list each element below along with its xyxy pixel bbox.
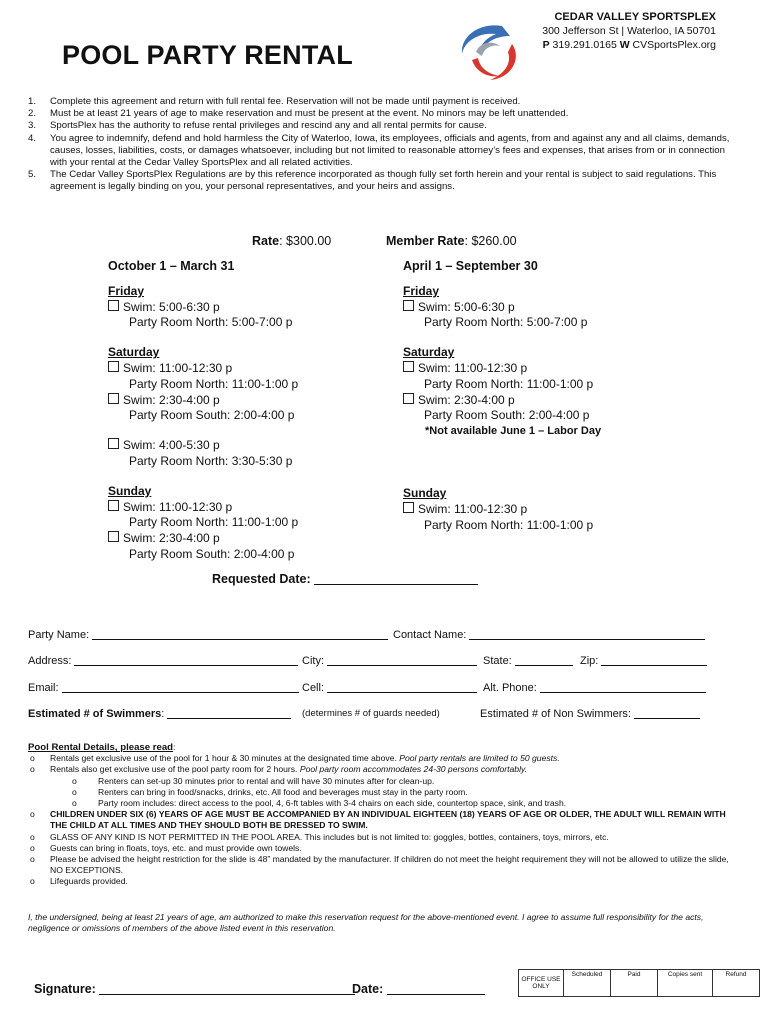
party-room-text: Party Room North: 11:00-1:00 p (129, 376, 299, 391)
list-item: o Lifeguards provided. (30, 876, 128, 887)
list-item: o Rentals get exclusive use of the pool for 1 hour & 30 minutes at the designated time above. Pool party rentals are limited to 50 guests. (30, 753, 560, 764)
party-room-text: Party Room South: 2:00-4:00 p (424, 408, 590, 423)
slot-checkbox[interactable]: Swim: 2:30-4:00 p (108, 393, 298, 409)
org-name: CEDAR VALLEY SPORTSPLEX (554, 11, 716, 23)
term-item: 5. The Cedar Valley SportsPlex Regulations are by this reference incorporated as though fully set forth herein and your rental is subject to said regulations. This agreement is legally binding on you, your personal representatives, and your heirs and assigns. (28, 169, 717, 193)
agreement-statement: I, the undersigned, being at least 21 years of age, am authorized to make this reservation request for the above-mentioned event. I agree to assume full responsibility for the acts, negligence or omissions of members of the above listed event in this reservation. (28, 912, 704, 934)
slot-checkbox[interactable]: Swim: 2:30-4:00 p (108, 531, 298, 547)
signature-field[interactable]: Signature: (34, 982, 355, 996)
term-item: 2. Must be at least 21 years of age to make reservation and must be present at the event. No minors may be left unattended. (28, 108, 569, 120)
party-room-text: Party Room North: 5:00-7:00 p (424, 315, 588, 330)
summer-schedule (403, 259, 601, 533)
rate: Rate: $300.00 (252, 234, 332, 248)
slot-checkbox[interactable]: Swim: 5:00-6:30 p (108, 300, 298, 316)
logo-gray-swoosh (476, 43, 500, 56)
day-label: Friday (403, 283, 440, 298)
term-item: 4. You agree to indemnify, defend and hold harmless the City of Waterloo, Iowa, its employees, officials and agents, from and against any and all claims, demands, causes, losses, liabilities, costs, or damages whatsoever, including but not limited to reasonable attorney’s fees and expenses, that arises from or in connection with your rental at the Cedar Valley SportsPlex and all related activities. (28, 132, 730, 169)
term-item: 3. SportsPlex has the authority to refuse rental privileges and rescind any and all rental permits for cause. (28, 120, 487, 132)
zip-field[interactable]: Zip: (580, 653, 707, 667)
slot-checkbox[interactable]: Swim: 5:00-6:30 p (403, 300, 601, 316)
list-item: o Renters can bring in food/snacks, drinks, etc. All food and beverages must stay in the party room. (72, 786, 468, 797)
party-room-text: Party Room North: 11:00-1:00 p (424, 517, 594, 532)
sportsplex-logo (452, 22, 530, 84)
party-name-field[interactable]: Party Name: (28, 627, 388, 641)
requested-date-field[interactable]: Requested Date: (212, 572, 478, 586)
party-room-text: Party Room North: 5:00-7:00 p (129, 315, 293, 330)
slot-checkbox[interactable]: Swim: 11:00-12:30 p (108, 361, 298, 377)
party-room-text: Party Room North: 11:00-1:00 p (424, 376, 594, 391)
state-field[interactable]: State: (483, 653, 573, 667)
alt-phone-field[interactable]: Alt. Phone: (483, 680, 706, 694)
date-field[interactable]: Date: (352, 982, 485, 996)
office-use-table (518, 969, 760, 997)
day-label: Sunday (403, 485, 447, 500)
winter-header: October 1 – March 31 (108, 259, 235, 273)
list-item: o GLASS OF ANY KIND IS NOT PERMITTED IN THE POOL AREA. This includes but is not limited to: goggles, bottles, containers, toys, mirrors, etc. (30, 831, 609, 842)
city-field[interactable]: City: (302, 653, 477, 667)
summer-header: April 1 – September 30 (403, 259, 538, 273)
party-room-text: Party Room South: 2:00-4:00 p (129, 546, 295, 561)
org-contact: P 319.291.0165 W CVSportsPlex.org (542, 39, 716, 51)
contact-name-field[interactable]: Contact Name: (393, 627, 705, 641)
winter-schedule (108, 259, 298, 563)
day-label: Saturday (108, 345, 160, 360)
list-item: o Rentals also get exclusive use of the pool party room for 2 hours. Pool party room accommodates 24-30 persons comfortably. (30, 764, 528, 775)
day-label: Sunday (108, 483, 152, 498)
pool-rental-details: Pool Rental Details, please read: o Rentals get exclusive use of the pool for 1 hour & 30 minutes at the designated time above. Pool party rentals are limited to 50 guests. o Rentals also get exclusive use of the pool party room for 2 hours. Pool party room accommodates 24-30 persons comfortably. o Renters can set-up 30 minutes prior to rental and will have 30 minutes after for clean-up. o Renters can bring in food/snacks, drinks, etc. All food and beverages must stay in the party room. o Party room includes: direct access to the pool, 4, 6-ft tables with 3-4 chairs on each side, countertop space, sink, and trash. o CHILDREN UNDER SIX (6) YEARS OF AGE MUST BE ACCOMPANIED BY AN INDIVIDUAL EIGHTEEN (18) YEARS OF AGE OR OLDER, THE ADULT WILL REMAIN WITH THE CHILD AT ALL TIMES AND THEY SHOULD BOTH BE DRESSED TO SWIM. o GLASS OF ANY KIND IS NOT PERMITTED IN THE POOL AREA. This includes but is not limited to: goggles, bottles, containers, toys, mirrors, etc. o Guests can bring in floats, toys, etc. and must provide own towels. o Please be advised the height restriction for the slide is 48” mandated by the manufacturer. If children do not meet the height requirement they will not be allowed to utilize the slide, NO EXCEPTIONS. o Lifeguards provided. (28, 742, 744, 888)
org-phone: 319.291.0165 (552, 39, 617, 51)
swimmers-field[interactable]: Estimated # of Swimmers: (28, 706, 291, 720)
office-use-label: OFFICE USE ONLY (519, 970, 564, 997)
member-rate: Member Rate: $260.00 (386, 234, 517, 248)
page-title: POOL PARTY RENTAL (62, 40, 353, 70)
list-item: o Please be advised the height restriction for the slide is 48” mandated by the manufacturer. If children do not meet the height requirement they will not be allowed to utilize the slide, NO EXCEPTIONS. (30, 854, 729, 876)
list-item: o CHILDREN UNDER SIX (6) YEARS OF AGE MUST BE ACCOMPANIED BY AN INDIVIDUAL EIGHTEEN (18) YEARS OF AGE OR OLDER, THE ADULT WILL REMAIN WITH THE CHILD AT ALL TIMES AND THEY SHOULD BOTH BE DRESSED TO SWIM. (30, 809, 726, 831)
day-label: Friday (108, 283, 145, 298)
day-label: Saturday (403, 345, 455, 360)
address-field[interactable]: Address: (28, 653, 298, 667)
email-field[interactable]: Email: (28, 680, 299, 694)
org-info (520, 10, 716, 52)
party-room-text: Party Room South: 2:00-4:00 p (129, 408, 295, 423)
office-col-paid: Paid (611, 970, 658, 997)
slot-checkbox[interactable]: Swim: 11:00-12:30 p (403, 502, 601, 518)
list-item: o Renters can set-up 30 minutes prior to rental and will have 30 minutes after for clean-up. (72, 775, 435, 786)
office-col-refund: Refund (713, 970, 760, 997)
office-col-scheduled: Scheduled (564, 970, 611, 997)
slot-checkbox[interactable]: Swim: 11:00-12:30 p (108, 500, 298, 516)
list-item: o Guests can bring in floats, toys, etc. and must provide own towels. (30, 842, 302, 853)
org-address: 300 Jefferson St | Waterloo, IA 50701 (542, 25, 716, 37)
party-room-text: Party Room North: 11:00-1:00 p (129, 515, 299, 530)
term-item: 1. Complete this agreement and return with full rental fee. Reservation will not be made until payment is received. (28, 96, 521, 107)
slot-checkbox[interactable]: Swim: 11:00-12:30 p (403, 361, 601, 377)
availability-note: *Not available June 1 – Labor Day (425, 425, 602, 438)
slot-checkbox[interactable]: Swim: 4:00-5:30 p (108, 438, 298, 454)
logo-blue-swoosh (462, 25, 510, 56)
non-swimmers-field[interactable]: Estimated # of Non Swimmers: (480, 706, 700, 720)
logo-red-swoosh-small (472, 58, 500, 76)
office-col-copies: Copies sent (658, 970, 713, 997)
terms-list (28, 96, 744, 194)
party-room-text: Party Room North: 3:30-5:30 p (129, 453, 293, 468)
list-item: o Party room includes: direct access to the pool, 4, 6-ft tables with 3-4 chairs on each side, countertop space, sink, and trash. (72, 798, 567, 809)
cell-field[interactable]: Cell: (302, 680, 477, 694)
org-website: CVSportsPlex.org (632, 39, 716, 51)
swimmers-note: (determines # of guards needed) (302, 708, 440, 719)
details-heading: Pool Rental Details, please read (28, 742, 174, 753)
slot-checkbox[interactable]: Swim: 2:30-4:00 p (403, 393, 601, 409)
